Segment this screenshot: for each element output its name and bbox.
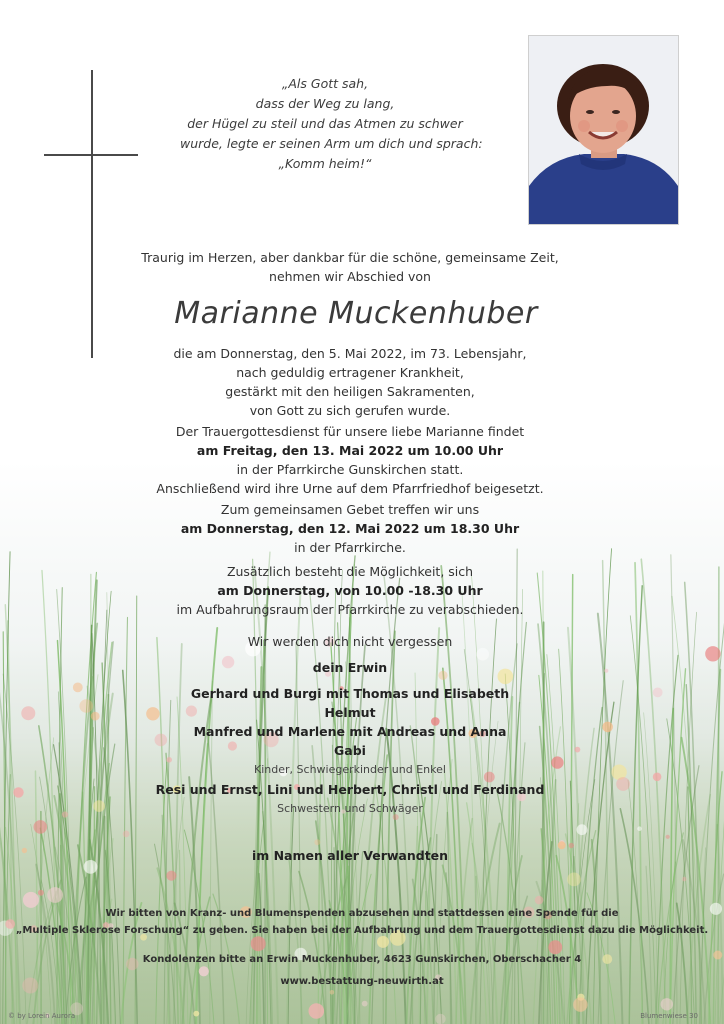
death-line: die am Donnerstag, den 5. Mai 2022, im 73. Lebensjahr, <box>173 346 527 361</box>
donation-line: „Multiple Sklerose Forschung“ zu geben. Sie haben bei der Aufbahrung und dem Trauergottesdienst dazu die Möglichkeit. <box>15 925 709 936</box>
prayer-line: in der Pfarrkirche. <box>294 540 406 555</box>
children-line: Gabi <box>334 743 366 758</box>
cross-horizontal <box>44 154 138 156</box>
prayer-date: am Donnerstag, den 12. Mai 2022 um 18.30 Uhr <box>180 521 520 536</box>
quote-line: wurde, legte er seinen Arm um dich und sprach: <box>180 136 483 151</box>
intro-line: Traurig im Herzen, aber dankbar für die schöne, gemeinsame Zeit, <box>141 250 559 265</box>
prayer-info <box>0 500 700 557</box>
farewell-date: am Donnerstag, von 10.00 -18.30 Uhr <box>217 583 483 598</box>
donation-note <box>0 908 724 936</box>
funeral-service-info <box>0 422 700 498</box>
farewell-line: Zusätzlich besteht die Möglichkeit, sich <box>226 564 474 579</box>
children-list <box>0 684 700 779</box>
service-line: Der Trauergottesdienst für unsere liebe Marianne findet <box>175 424 525 439</box>
siblings-line: Resi und Ernst, Lini und Herbert, Christl und Ferdinand <box>155 782 545 797</box>
funeral-home-website[interactable]: www.bestattung-neuwirth.at <box>280 976 444 987</box>
photo-credit: © by Lorein Aurora <box>8 1012 76 1020</box>
portrait-photo <box>528 35 679 225</box>
quote-line: der Hügel zu steil und das Atmen zu schwer <box>187 116 463 131</box>
intro-text <box>0 248 700 286</box>
death-line: gestärkt mit den heiligen Sakramenten, <box>225 384 475 399</box>
children-line: Gerhard und Burgi mit Thomas und Elisabeth <box>190 686 510 701</box>
memorial-quote <box>180 74 483 174</box>
prayer-line: Zum gemeinsamen Gebet treffen wir uns <box>220 502 480 517</box>
siblings-note: Schwestern und Schwäger <box>277 802 423 815</box>
farewell-info <box>0 562 700 619</box>
deceased-name: Marianne Muckenhuber <box>174 296 538 331</box>
quote-line: dass der Weg zu lang, <box>255 96 395 111</box>
farewell-line: im Aufbahrungsraum der Pfarrkirche zu verabschieden. <box>176 602 524 617</box>
children-line: Manfred und Marlene mit Andreas und Anna <box>193 724 507 739</box>
service-date: am Freitag, den 13. Mai 2022 um 10.00 Uhr <box>196 443 504 458</box>
siblings-list <box>0 780 700 818</box>
husband-name: dein Erwin <box>312 660 388 675</box>
children-note: Kinder, Schwiegerkinder und Enkel <box>254 763 446 776</box>
intro-line: nehmen wir Abschied von <box>269 269 431 284</box>
service-line: Anschließend wird ihre Urne auf dem Pfarrfriedhof beigesetzt. <box>156 481 544 496</box>
service-line: in der Pfarrkirche Gunskirchen statt. <box>236 462 464 477</box>
quote-line: „Als Gott sah, <box>281 76 369 91</box>
background-credit: Blumenwiese 30 <box>640 1012 698 1020</box>
relatives-line: im Namen aller Verwandten <box>251 848 449 863</box>
children-line: Helmut <box>324 705 376 720</box>
death-line: nach geduldig ertragener Krankheit, <box>236 365 464 380</box>
condolence-address: Kondolenzen bitte an Erwin Muckenhuber, 4623 Gunskirchen, Oberschacher 4 <box>142 954 582 965</box>
quote-line: „Komm heim!“ <box>278 156 372 171</box>
death-line: von Gott zu sich gerufen wurde. <box>249 403 451 418</box>
mourners-intro: Wir werden dich nicht vergessen <box>247 634 453 649</box>
donation-line: Wir bitten von Kranz- und Blumenspenden abzusehen und stattdessen eine Spende für die <box>105 908 619 919</box>
death-announcement <box>0 344 700 420</box>
